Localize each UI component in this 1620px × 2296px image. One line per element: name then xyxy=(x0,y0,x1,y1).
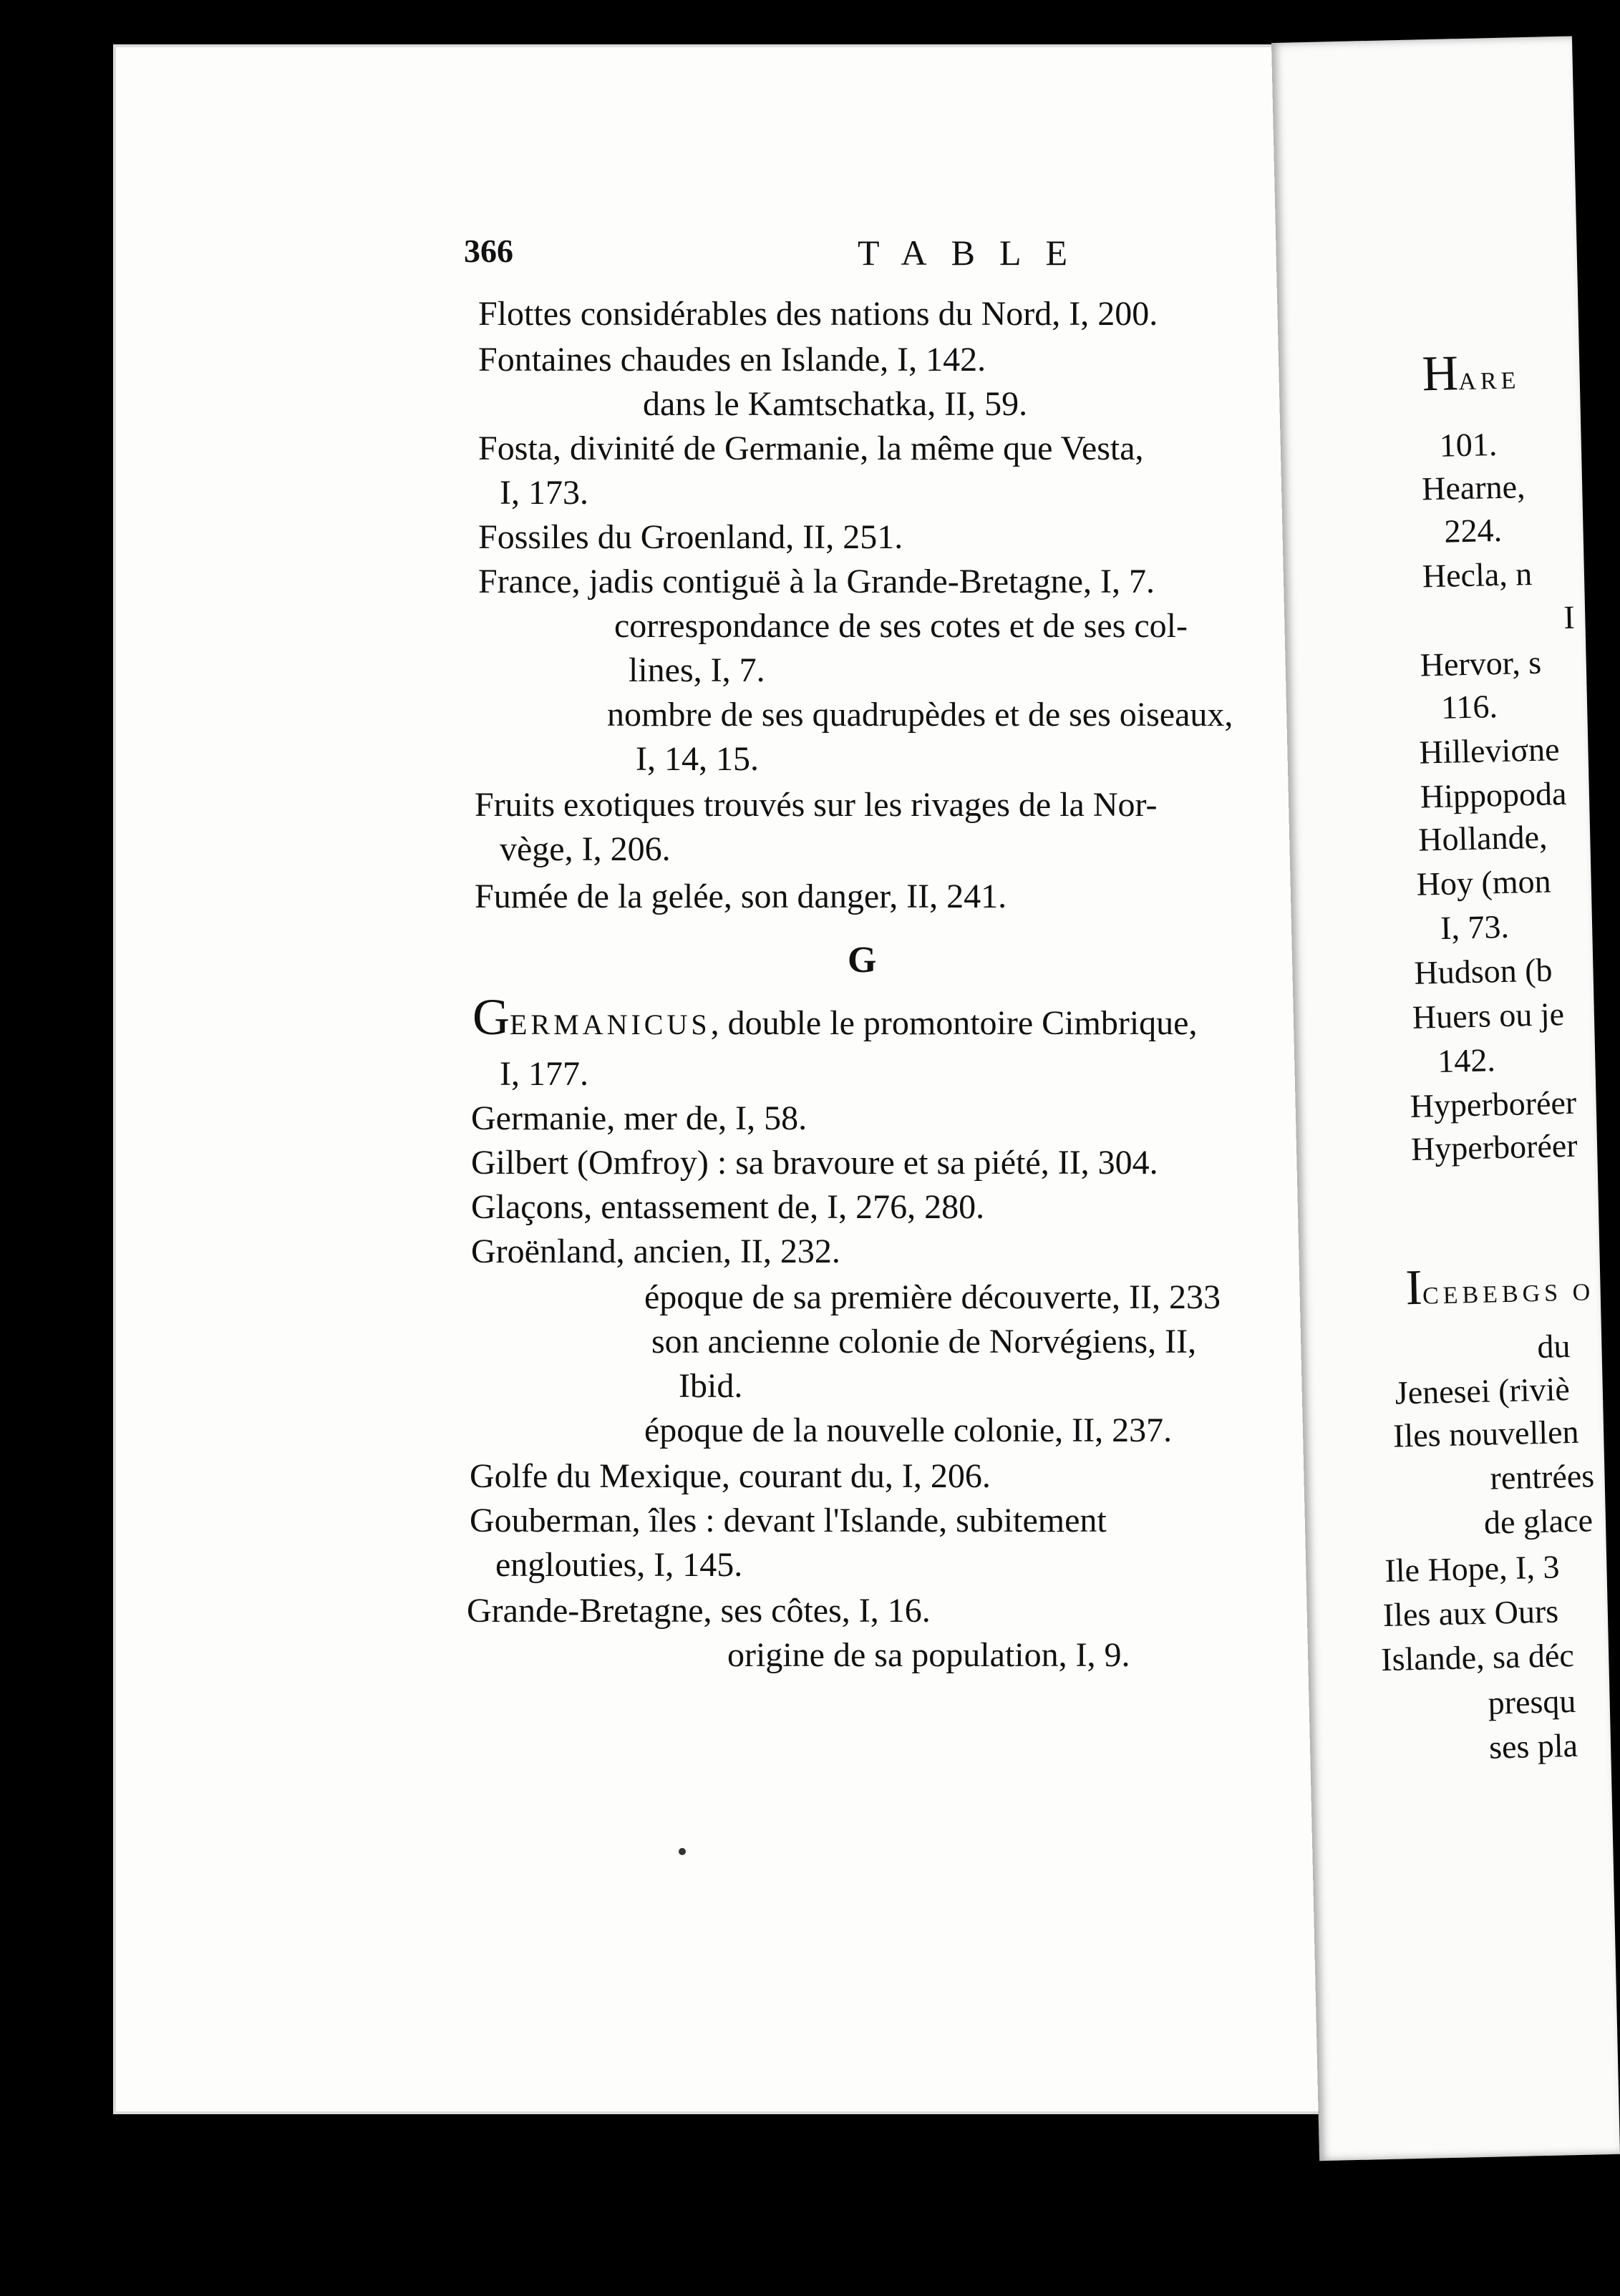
index-entry-lead xyxy=(472,988,1198,1046)
index-subentry: origine de sa population, I, 9. xyxy=(727,1636,1130,1674)
index-line: 116. xyxy=(1440,688,1498,726)
small-caps-word: CEBEBGS O xyxy=(1422,1279,1595,1310)
index-subentry: correspondance de ses cotes et de ses col- xyxy=(614,607,1188,645)
index-line: I xyxy=(1563,598,1576,636)
index-entry: Gouberman, îles : devant l'Islande, subitement xyxy=(470,1502,1107,1539)
index-line: Hyperboréer xyxy=(1410,1084,1577,1124)
index-line: de glace xyxy=(1483,1502,1594,1541)
index-entry-lead xyxy=(1405,1260,1595,1317)
index-entry: Golfe du Mexique, courant du, I, 206. xyxy=(470,1457,991,1495)
index-entry-continuation: I, 14, 15. xyxy=(636,740,759,778)
index-entry-continuation: englouties, I, 145. xyxy=(495,1546,743,1584)
index-entry-continuation: I, 173. xyxy=(500,474,588,512)
index-entry-continuation: Ibid. xyxy=(679,1367,743,1405)
index-line: Hyperboréer xyxy=(1410,1127,1578,1167)
drop-cap: G xyxy=(472,988,510,1046)
index-line: presqu xyxy=(1488,1682,1576,1721)
ink-speck xyxy=(679,1848,686,1855)
index-line: Hervor, s xyxy=(1420,643,1542,684)
index-line: 224. xyxy=(1443,511,1503,550)
index-entry: Grande-Bretagne, ses côtes, I, 16. xyxy=(467,1592,931,1630)
index-line: Islande, sa déc xyxy=(1380,1636,1575,1678)
index-line: Hippopoda xyxy=(1420,774,1567,815)
index-entry: Gilbert (Omfroy) : sa bravoure et sa piété, II, 304. xyxy=(471,1144,1158,1182)
running-title: TABLE xyxy=(858,233,1092,273)
small-caps-word: ERMANICUS xyxy=(510,1008,711,1041)
index-entry: Glaçons, entassement de, I, 276, 280. xyxy=(471,1188,985,1226)
entry-text: , double le promontoire Cimbrique, xyxy=(710,1004,1198,1042)
index-entry: Flottes considérables des nations du Nord, I, 200. xyxy=(478,295,1158,333)
index-line: Hearne, xyxy=(1421,468,1526,507)
index-entry: Fumée de la gelée, son danger, II, 241. xyxy=(475,877,1007,915)
index-line: Iles aux Ours xyxy=(1382,1592,1559,1634)
drop-cap: H xyxy=(1421,346,1459,402)
index-line: Hollande, xyxy=(1417,818,1548,858)
index-entry-continuation: vège, I, 206. xyxy=(500,830,671,868)
index-subentry: son ancienne colonie de Norvégiens, II, xyxy=(651,1323,1197,1361)
index-entry: Fruits exotiques trouvés sur les rivages de la Nor- xyxy=(475,786,1158,824)
running-head xyxy=(113,232,1332,289)
index-subentry: dans le Kamtschatka, II, 59. xyxy=(643,385,1028,423)
index-line: Hecla, n xyxy=(1422,555,1533,595)
index-line: Hoy (mon xyxy=(1416,862,1552,903)
index-subentry: époque de la nouvelle colonie, II, 237. xyxy=(644,1411,1173,1449)
index-entry: Germanie, mer de, I, 58. xyxy=(471,1099,807,1137)
index-line: du xyxy=(1536,1328,1571,1366)
index-line: 101. xyxy=(1439,425,1498,464)
index-subentry: nombre de ses quadrupèdes et de ses oiseaux, xyxy=(607,696,1233,734)
index-entry-continuation: I, 177. xyxy=(500,1055,588,1093)
index-entry: Fossiles du Groenland, II, 251. xyxy=(478,518,903,556)
index-entry: France, jadis contiguë à la Grande-Bretagne, I, 7. xyxy=(478,563,1155,600)
index-line: Hudson (b xyxy=(1413,951,1553,991)
section-letter: G xyxy=(848,940,877,981)
small-caps-word: ARE xyxy=(1457,367,1520,396)
drop-cap: I xyxy=(1405,1260,1423,1316)
index-line: ses pla xyxy=(1488,1726,1578,1766)
right-page xyxy=(1271,36,1620,2161)
index-entry: Groënland, ancien, II, 232. xyxy=(471,1232,840,1270)
left-page xyxy=(113,44,1332,2114)
index-subentry: époque de sa première découverte, II, 233 xyxy=(644,1278,1221,1316)
index-line: 142. xyxy=(1437,1041,1496,1080)
index-line: I, 73. xyxy=(1440,908,1510,946)
index-entry-lead xyxy=(1421,346,1520,403)
index-entry-continuation: lines, I, 7. xyxy=(629,651,765,689)
page-number: 366 xyxy=(464,233,513,269)
index-line: Ile Hope, I, 3 xyxy=(1384,1548,1560,1589)
index-line: Hilleviσne xyxy=(1418,731,1561,771)
index-entry: Fosta, divinité de Germanie, la même que Vesta, xyxy=(478,429,1144,467)
index-line: Jenesei (riviè xyxy=(1395,1371,1571,1411)
index-line: rentrées xyxy=(1489,1457,1595,1497)
index-line: Iles nouvellen xyxy=(1392,1413,1580,1454)
index-entry: Fontaines chaudes en Islande, I, 142. xyxy=(478,341,986,379)
index-line: Huers ou je xyxy=(1412,996,1565,1036)
